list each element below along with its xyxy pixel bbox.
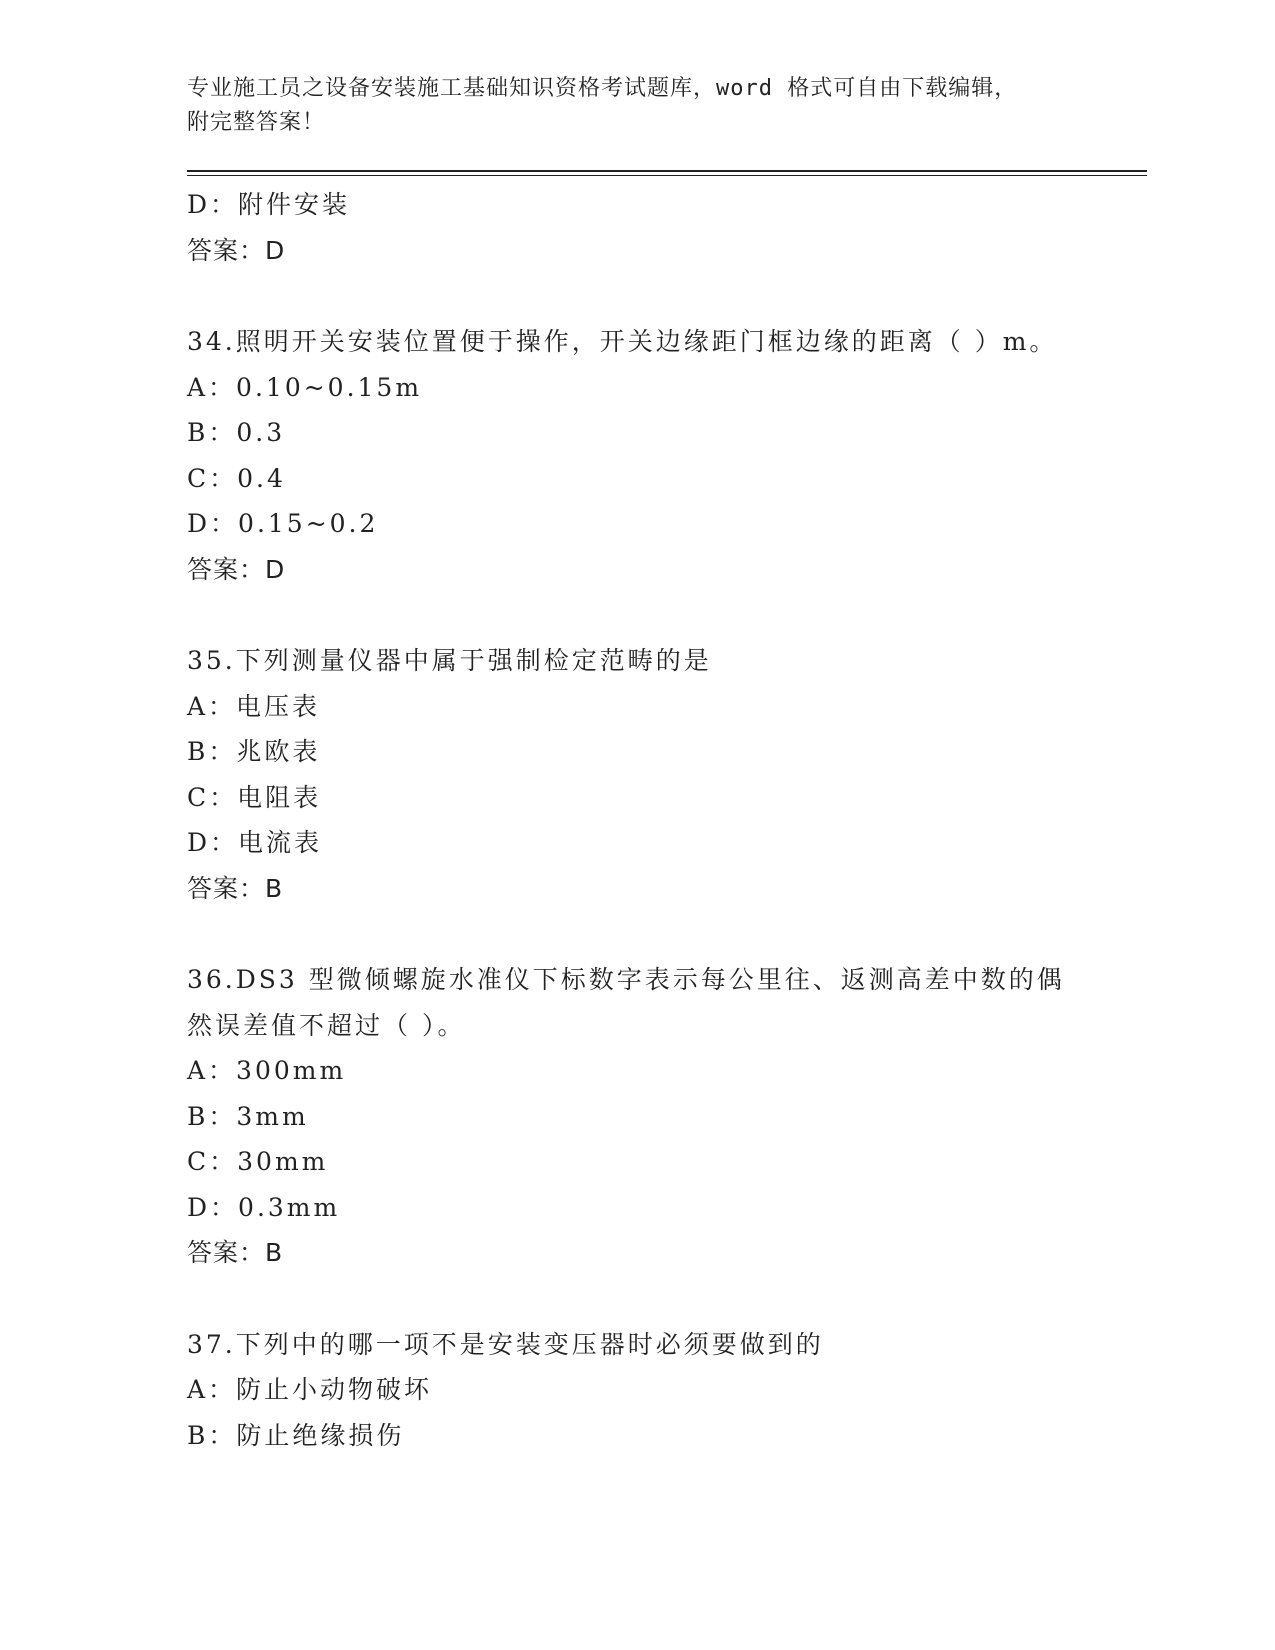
- option-d: D：0.3mm: [187, 1192, 341, 1222]
- question-title-line-1: 36.DS3 型微倾螺旋水准仪下标数字表示每公里往、返测高差中数的偶: [187, 965, 1065, 994]
- option-c: C：电阻表: [187, 782, 322, 812]
- question-title: 35.下列测量仪器中属于强制检定范畴的是: [187, 646, 712, 675]
- option-d: D：附件安装: [187, 190, 351, 219]
- option-c: C：0.4: [187, 463, 286, 493]
- answer-line: 答案：D: [187, 554, 286, 584]
- answer-line: 答案：B: [187, 1238, 284, 1267]
- spacer: [187, 911, 1147, 957]
- answer-line: 答案：D: [187, 235, 286, 265]
- option-d: D：电流表: [187, 828, 323, 857]
- header-line-2: 附完整答案！: [187, 110, 326, 135]
- document-page: [187, 72, 1147, 1458]
- spacer: [187, 592, 1147, 638]
- option-c: C：30mm: [187, 1147, 329, 1176]
- option-d: D：0.15~0.2: [187, 509, 379, 538]
- spacer: [187, 273, 1147, 319]
- header-divider: [187, 170, 1147, 176]
- question-title: 37.下列中的哪一项不是安装变压器时必须要做到的: [187, 1329, 824, 1359]
- option-b: B：防止绝缘损伤: [187, 1420, 405, 1450]
- document-header: [187, 72, 1147, 140]
- option-b: B：0.3: [187, 418, 286, 447]
- option-a: A：300mm: [187, 1056, 347, 1085]
- option-b: B：兆欧表: [187, 737, 321, 766]
- question-title: 34.照明开关安装位置便于操作，开关边缘距门框边缘的距离（ ）m。: [187, 327, 1058, 356]
- question-title-line-2: 然误差值不超过（ ）。: [187, 1010, 466, 1040]
- option-a: A：防止小动物破坏: [187, 1375, 433, 1404]
- answer-line: 答案：B: [187, 873, 284, 903]
- option-a: A：电压表: [187, 691, 321, 721]
- question-list: [187, 182, 1147, 1458]
- spacer: [187, 1276, 1147, 1322]
- option-b: B：3mm: [187, 1101, 309, 1131]
- header-line-1: 专业施工员之设备安装施工基础知识资格考试题库，word 格式可自由下载编辑，: [187, 76, 1018, 101]
- option-a: A：0.10~0.15m: [187, 372, 423, 402]
